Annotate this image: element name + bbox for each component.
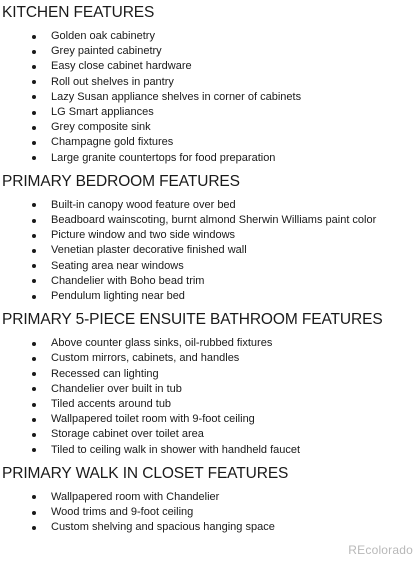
bullet-icon xyxy=(32,50,36,54)
bullet-icon xyxy=(32,203,36,207)
feature-section xyxy=(2,173,417,304)
section-heading: PRIMARY WALK IN CLOSET FEATURES xyxy=(2,464,289,482)
bullet-icon xyxy=(32,511,36,515)
section-heading: PRIMARY 5-PIECE ENSUITE BATHROOM FEATURES xyxy=(2,311,383,329)
list-item xyxy=(2,490,417,505)
list-item-text: Built-in canopy wood feature over bed xyxy=(51,198,236,211)
list-item-text: Recessed can lighting xyxy=(51,367,159,380)
feature-document xyxy=(2,4,417,542)
list-item-text: Tiled to ceiling walk in shower with handheld faucet xyxy=(51,443,301,456)
list-item xyxy=(2,44,417,59)
list-item xyxy=(2,274,417,289)
list-item xyxy=(2,105,417,120)
list-item-text: Venetian plaster decorative finished wall xyxy=(51,244,247,257)
list-item xyxy=(2,351,417,366)
bullet-icon xyxy=(32,448,36,452)
list-item-text: Chandelier with Boho bead trim xyxy=(51,274,205,287)
list-item-text: Custom shelving and spacious hanging space xyxy=(51,521,275,534)
feature-list xyxy=(2,490,417,536)
bullet-icon xyxy=(32,141,36,145)
bullet-icon xyxy=(32,433,36,437)
list-item xyxy=(2,213,417,228)
bullet-icon xyxy=(32,249,36,253)
bullet-icon xyxy=(32,279,36,283)
bullet-icon xyxy=(32,126,36,130)
bullet-icon xyxy=(32,495,36,499)
list-item-text: LG Smart appliances xyxy=(51,106,154,119)
bullet-icon xyxy=(32,403,36,407)
list-item xyxy=(2,90,417,105)
bullet-icon xyxy=(32,357,36,361)
list-item xyxy=(2,443,417,458)
list-item xyxy=(2,382,417,397)
feature-list xyxy=(2,29,417,166)
list-item-text: Large granite countertops for food preparation xyxy=(51,151,276,164)
list-item-text: Picture window and two side windows xyxy=(51,229,236,242)
list-item-text: Chandelier over built in tub xyxy=(51,382,182,395)
list-item-text: Grey painted cabinetry xyxy=(51,45,162,58)
list-item xyxy=(2,397,417,412)
list-item xyxy=(2,520,417,535)
bullet-icon xyxy=(32,80,36,84)
bullet-icon xyxy=(32,372,36,376)
list-item xyxy=(2,259,417,274)
feature-section xyxy=(2,4,417,166)
list-item-text: Wood trims and 9-foot ceiling xyxy=(51,506,194,519)
list-item xyxy=(2,59,417,74)
list-item-text: Storage cabinet over toilet area xyxy=(51,428,204,441)
list-item xyxy=(2,75,417,90)
feature-section xyxy=(2,311,417,458)
list-item xyxy=(2,367,417,382)
watermark: REcolorado xyxy=(348,543,413,557)
list-item-text: Beadboard wainscoting, burnt almond Sherwin Williams paint color xyxy=(51,214,377,227)
section-heading: PRIMARY BEDROOM FEATURES xyxy=(2,172,240,190)
bullet-icon xyxy=(32,264,36,268)
list-item-text: Pendulum lighting near bed xyxy=(51,290,185,303)
list-item xyxy=(2,29,417,44)
section-heading: KITCHEN FEATURES xyxy=(2,4,155,21)
feature-list xyxy=(2,336,417,458)
list-item-text: Champagne gold fixtures xyxy=(51,136,174,149)
list-item-text: Tiled accents around tub xyxy=(51,398,172,411)
bullet-icon xyxy=(32,418,36,422)
bullet-icon xyxy=(32,387,36,391)
bullet-icon xyxy=(32,35,36,39)
bullet-icon xyxy=(32,526,36,530)
list-item-text: Above counter glass sinks, oil-rubbed fixtures xyxy=(51,337,273,350)
feature-list xyxy=(2,198,417,304)
list-item xyxy=(2,198,417,213)
feature-section xyxy=(2,465,417,536)
list-item xyxy=(2,120,417,135)
list-item xyxy=(2,228,417,243)
list-item-text: Wallpapered toilet room with 9-foot ceiling xyxy=(51,413,255,426)
list-item-text: Grey composite sink xyxy=(51,121,151,134)
bullet-icon xyxy=(32,95,36,99)
list-item-text: Wallpapered room with Chandelier xyxy=(51,490,220,503)
list-item-text: Easy close cabinet hardware xyxy=(51,60,192,73)
list-item xyxy=(2,151,417,166)
list-item xyxy=(2,135,417,150)
bullet-icon xyxy=(32,295,36,299)
bullet-icon xyxy=(32,234,36,238)
list-item-text: Custom mirrors, cabinets, and handles xyxy=(51,352,240,365)
list-item xyxy=(2,289,417,304)
bullet-icon xyxy=(32,219,36,223)
bullet-icon xyxy=(32,342,36,346)
bullet-icon xyxy=(32,156,36,160)
list-item-text: Seating area near windows xyxy=(51,259,184,272)
list-item xyxy=(2,412,417,427)
list-item-text: Roll out shelves in pantry xyxy=(51,75,174,88)
list-item-text: Lazy Susan appliance shelves in corner of cabinets xyxy=(51,90,302,103)
bullet-icon xyxy=(32,65,36,69)
list-item-text: Golden oak cabinetry xyxy=(51,30,155,42)
bullet-icon xyxy=(32,111,36,115)
list-item xyxy=(2,505,417,520)
list-item xyxy=(2,336,417,351)
list-item xyxy=(2,243,417,258)
list-item xyxy=(2,427,417,442)
